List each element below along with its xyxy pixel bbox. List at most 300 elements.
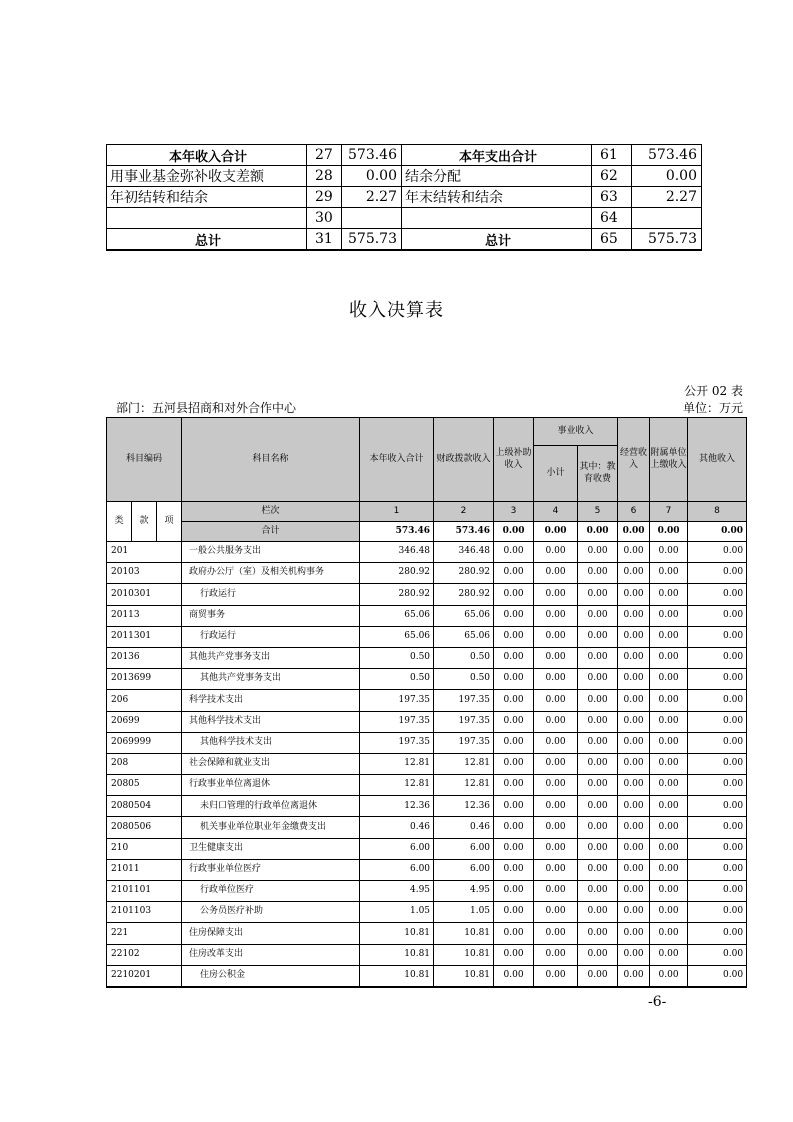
cell-v5: 0.00 (578, 605, 618, 626)
summary-right-label: 本年支出合计 (402, 145, 592, 166)
cell-v5: 0.00 (578, 542, 618, 563)
cell-v7: 0.00 (650, 881, 688, 902)
cell-v6: 0.00 (618, 753, 650, 774)
cell-v8: 0.00 (688, 775, 747, 796)
cell-v1: 280.92 (360, 563, 434, 584)
cell-v7: 0.00 (650, 584, 688, 605)
cell-v3: 0.00 (494, 690, 534, 711)
summary-left-label: 年初结转和结余 (107, 187, 307, 208)
cell-v8: 0.00 (688, 542, 747, 563)
cell-v7: 0.00 (650, 669, 688, 690)
cell-v3: 0.00 (494, 753, 534, 774)
cell-v2: 280.92 (434, 563, 494, 584)
cell-v1: 280.92 (360, 584, 434, 605)
subject-code: 201 (107, 542, 182, 563)
cell-v7: 0.00 (650, 775, 688, 796)
summary-right-value: 0.00 (632, 166, 702, 187)
subject-name: 行政事业单位医疗 (182, 859, 360, 880)
cell-v2: 197.35 (434, 690, 494, 711)
header-xiang: 项 (157, 502, 182, 542)
cell-v2: 12.81 (434, 775, 494, 796)
cell-v4: 0.00 (534, 817, 578, 838)
subject-code: 20103 (107, 563, 182, 584)
cell-v3: 0.00 (494, 542, 534, 563)
cell-v3: 0.00 (494, 732, 534, 753)
cell-v7: 0.00 (650, 859, 688, 880)
subject-name: 科学技术支出 (182, 690, 360, 711)
table-row (107, 859, 747, 880)
cell-v6: 0.00 (618, 796, 650, 817)
summary-right-value (632, 208, 702, 229)
cell-v7: 0.00 (650, 817, 688, 838)
cell-v7: 0.00 (650, 711, 688, 732)
summary-right-label: 结余分配 (402, 166, 592, 187)
cell-v2: 0.50 (434, 647, 494, 668)
cell-v1: 12.36 (360, 796, 434, 817)
subject-code: 210 (107, 838, 182, 859)
summary-row (107, 166, 702, 187)
cell-v7: 0.00 (650, 542, 688, 563)
total-v8: 0.00 (688, 522, 747, 542)
subject-code: 20699 (107, 711, 182, 732)
subject-code: 208 (107, 753, 182, 774)
cell-v8: 0.00 (688, 923, 747, 944)
cell-v2: 0.46 (434, 817, 494, 838)
subject-name: 其他共产党事务支出 (182, 669, 360, 690)
summary-right-line-no: 63 (592, 187, 632, 208)
header-total-income: 本年收入合计 (360, 418, 434, 502)
cell-v3: 0.00 (494, 669, 534, 690)
form-number: 公开 02 表 (684, 384, 743, 398)
cell-v8: 0.00 (688, 563, 747, 584)
header-other-income: 其他收入 (688, 418, 747, 502)
summary-left-label (107, 208, 307, 229)
cell-v6: 0.00 (618, 647, 650, 668)
cell-v8: 0.00 (688, 605, 747, 626)
cell-v8: 0.00 (688, 859, 747, 880)
cell-v6: 0.00 (618, 711, 650, 732)
cell-v7: 0.00 (650, 732, 688, 753)
cell-v5: 0.00 (578, 902, 618, 923)
cell-v3: 0.00 (494, 838, 534, 859)
total-label: 合计 (182, 522, 360, 542)
total-v7: 0.00 (650, 522, 688, 542)
cell-v2: 65.06 (434, 605, 494, 626)
subject-name: 商贸事务 (182, 605, 360, 626)
cell-v5: 0.00 (578, 584, 618, 605)
cell-v4: 0.00 (534, 838, 578, 859)
cell-v1: 10.81 (360, 965, 434, 987)
cell-v1: 4.95 (360, 881, 434, 902)
subject-name: 其他共产党事务支出 (182, 647, 360, 668)
summary-right-line-no: 64 (592, 208, 632, 229)
cell-v2: 4.95 (434, 881, 494, 902)
table-row (107, 944, 747, 965)
cell-v4: 0.00 (534, 881, 578, 902)
cell-v8: 0.00 (688, 711, 747, 732)
summary-right-value: 2.27 (632, 187, 702, 208)
subject-code: 206 (107, 690, 182, 711)
cell-v1: 1.05 (360, 902, 434, 923)
table-row (107, 838, 747, 859)
cell-v1: 0.50 (360, 669, 434, 690)
cell-v3: 0.00 (494, 817, 534, 838)
cell-v4: 0.00 (534, 605, 578, 626)
cell-v8: 0.00 (688, 965, 747, 987)
col-index-2: 2 (434, 502, 494, 522)
cell-v4: 0.00 (534, 753, 578, 774)
cell-v4: 0.00 (534, 965, 578, 987)
cell-v6: 0.00 (618, 542, 650, 563)
table-row (107, 796, 747, 817)
cell-v5: 0.00 (578, 732, 618, 753)
cell-v2: 197.35 (434, 732, 494, 753)
cell-v2: 197.35 (434, 711, 494, 732)
summary-left-label: 总计 (107, 229, 307, 251)
cell-v5: 0.00 (578, 923, 618, 944)
cell-v8: 0.00 (688, 796, 747, 817)
cell-v5: 0.00 (578, 669, 618, 690)
table-row (107, 626, 747, 647)
summary-row (107, 208, 702, 229)
cell-v4: 0.00 (534, 944, 578, 965)
cell-v1: 346.48 (360, 542, 434, 563)
cell-v4: 0.00 (534, 859, 578, 880)
summary-right-label: 总计 (402, 229, 592, 251)
summary-right-label (402, 208, 592, 229)
table-row (107, 647, 747, 668)
subject-name: 行政运行 (182, 584, 360, 605)
cell-v5: 0.00 (578, 965, 618, 987)
total-v5: 0.00 (578, 522, 618, 542)
cell-v5: 0.00 (578, 711, 618, 732)
subject-name: 住房保障支出 (182, 923, 360, 944)
cell-v7: 0.00 (650, 944, 688, 965)
cell-v1: 6.00 (360, 859, 434, 880)
cell-v7: 0.00 (650, 563, 688, 584)
cell-v2: 10.81 (434, 965, 494, 987)
col-index-1: 1 (360, 502, 434, 522)
cell-v1: 10.81 (360, 944, 434, 965)
header-code: 科目编码 (107, 418, 182, 502)
summary-right-value: 573.46 (632, 145, 702, 166)
cell-v6: 0.00 (618, 838, 650, 859)
summary-left-line-no: 31 (307, 229, 342, 251)
header-fiscal-income: 财政拨款收入 (434, 418, 494, 502)
cell-v7: 0.00 (650, 902, 688, 923)
table-row (107, 965, 747, 987)
total-v4: 0.00 (534, 522, 578, 542)
header-lei: 类 (107, 502, 132, 542)
table-row (107, 775, 747, 796)
header-business-income: 经营收入 (618, 418, 650, 502)
header-education-fee: 其中：教育收费 (578, 446, 618, 502)
header-lanci: 栏次 (182, 502, 360, 522)
department-label: 部门：五河县招商和对外合作中心 (116, 401, 297, 415)
cell-v3: 0.00 (494, 944, 534, 965)
subject-name: 机关事业单位职业年金缴费支出 (182, 817, 360, 838)
cell-v4: 0.00 (534, 626, 578, 647)
summary-right-label: 年末结转和结余 (402, 187, 592, 208)
cell-v2: 280.92 (434, 584, 494, 605)
subject-name: 一般公共服务支出 (182, 542, 360, 563)
cell-v4: 0.00 (534, 711, 578, 732)
subject-code: 2210201 (107, 965, 182, 987)
cell-v1: 65.06 (360, 626, 434, 647)
cell-v2: 346.48 (434, 542, 494, 563)
header-name: 科目名称 (182, 418, 360, 502)
cell-v7: 0.00 (650, 923, 688, 944)
cell-v8: 0.00 (688, 817, 747, 838)
subject-name: 住房公积金 (182, 965, 360, 987)
cell-v1: 0.46 (360, 817, 434, 838)
summary-left-line-no: 27 (307, 145, 342, 166)
cell-v8: 0.00 (688, 584, 747, 605)
cell-v3: 0.00 (494, 965, 534, 987)
subject-code: 2069999 (107, 732, 182, 753)
subject-name: 其他科学技术支出 (182, 711, 360, 732)
subject-name: 未归口管理的行政单位离退休 (182, 796, 360, 817)
cell-v2: 65.06 (434, 626, 494, 647)
cell-v3: 0.00 (494, 859, 534, 880)
subject-code: 2011301 (107, 626, 182, 647)
cell-v5: 0.00 (578, 817, 618, 838)
cell-v3: 0.00 (494, 881, 534, 902)
summary-left-value: 575.73 (342, 229, 402, 251)
cell-v1: 197.35 (360, 711, 434, 732)
cell-v5: 0.00 (578, 690, 618, 711)
summary-left-line-no: 28 (307, 166, 342, 187)
cell-v8: 0.00 (688, 753, 747, 774)
unit-label: 单位：万元 (682, 401, 743, 415)
col-index-7: 7 (650, 502, 688, 522)
cell-v6: 0.00 (618, 859, 650, 880)
cell-v1: 65.06 (360, 605, 434, 626)
table-row (107, 711, 747, 732)
cell-v3: 0.00 (494, 626, 534, 647)
header-subsidiary-income: 附属单位上缴收入 (650, 418, 688, 502)
cell-v2: 6.00 (434, 838, 494, 859)
subject-code: 21011 (107, 859, 182, 880)
table-row (107, 732, 747, 753)
cell-v5: 0.00 (578, 753, 618, 774)
table-row (107, 669, 747, 690)
summary-right-line-no: 61 (592, 145, 632, 166)
cell-v4: 0.00 (534, 584, 578, 605)
cell-v7: 0.00 (650, 965, 688, 987)
cell-v1: 197.35 (360, 690, 434, 711)
cell-v5: 0.00 (578, 775, 618, 796)
cell-v4: 0.00 (534, 923, 578, 944)
cell-v6: 0.00 (618, 626, 650, 647)
cell-v2: 0.50 (434, 669, 494, 690)
cell-v3: 0.00 (494, 923, 534, 944)
cell-v8: 0.00 (688, 838, 747, 859)
summary-left-value (342, 208, 402, 229)
subject-name: 其他科学技术支出 (182, 732, 360, 753)
cell-v8: 0.00 (688, 881, 747, 902)
income-table (106, 417, 747, 988)
cell-v6: 0.00 (618, 775, 650, 796)
cell-v8: 0.00 (688, 944, 747, 965)
summary-left-line-no: 30 (307, 208, 342, 229)
col-index-8: 8 (688, 502, 747, 522)
summary-left-label: 用事业基金弥补收支差额 (107, 166, 307, 187)
summary-table (106, 144, 702, 251)
cell-v6: 0.00 (618, 690, 650, 711)
col-index-4: 4 (534, 502, 578, 522)
cell-v1: 197.35 (360, 732, 434, 753)
table-row (107, 902, 747, 923)
summary-left-value: 573.46 (342, 145, 402, 166)
cell-v6: 0.00 (618, 881, 650, 902)
cell-v1: 12.81 (360, 775, 434, 796)
subject-code: 2101103 (107, 902, 182, 923)
cell-v6: 0.00 (618, 584, 650, 605)
cell-v5: 0.00 (578, 626, 618, 647)
table-row (107, 817, 747, 838)
header-superior-subsidy: 上级补助收入 (494, 418, 534, 502)
total-v3: 0.00 (494, 522, 534, 542)
cell-v2: 12.36 (434, 796, 494, 817)
cell-v7: 0.00 (650, 753, 688, 774)
cell-v7: 0.00 (650, 605, 688, 626)
header-career-income: 事业收入 (534, 418, 618, 446)
page-title: 收入决算表 (349, 300, 444, 321)
cell-v7: 0.00 (650, 838, 688, 859)
cell-v6: 0.00 (618, 902, 650, 923)
cell-v6: 0.00 (618, 817, 650, 838)
cell-v6: 0.00 (618, 944, 650, 965)
cell-v4: 0.00 (534, 902, 578, 923)
cell-v7: 0.00 (650, 647, 688, 668)
cell-v4: 0.00 (534, 796, 578, 817)
table-row (107, 923, 747, 944)
cell-v4: 0.00 (534, 563, 578, 584)
col-index-5: 5 (578, 502, 618, 522)
summary-left-value: 0.00 (342, 166, 402, 187)
cell-v5: 0.00 (578, 881, 618, 902)
cell-v8: 0.00 (688, 669, 747, 690)
summary-right-line-no: 65 (592, 229, 632, 251)
subject-name: 卫生健康支出 (182, 838, 360, 859)
cell-v6: 0.00 (618, 669, 650, 690)
cell-v8: 0.00 (688, 902, 747, 923)
header-kuan: 款 (132, 502, 157, 542)
page-number: -6- (648, 994, 667, 1010)
subject-name: 行政运行 (182, 626, 360, 647)
cell-v4: 0.00 (534, 690, 578, 711)
table-row (107, 753, 747, 774)
cell-v8: 0.00 (688, 732, 747, 753)
cell-v1: 0.50 (360, 647, 434, 668)
subject-code: 2080506 (107, 817, 182, 838)
cell-v4: 0.00 (534, 732, 578, 753)
subject-code: 2080504 (107, 796, 182, 817)
subject-name: 政府办公厅（室）及相关机构事务 (182, 563, 360, 584)
subject-code: 2101101 (107, 881, 182, 902)
subject-name: 公务员医疗补助 (182, 902, 360, 923)
summary-right-value: 575.73 (632, 229, 702, 251)
col-index-6: 6 (618, 502, 650, 522)
subject-name: 社会保障和就业支出 (182, 753, 360, 774)
cell-v3: 0.00 (494, 711, 534, 732)
subject-code: 2013699 (107, 669, 182, 690)
cell-v2: 10.81 (434, 923, 494, 944)
cell-v2: 6.00 (434, 859, 494, 880)
cell-v8: 0.00 (688, 690, 747, 711)
cell-v4: 0.00 (534, 647, 578, 668)
summary-row (107, 229, 702, 251)
cell-v5: 0.00 (578, 944, 618, 965)
total-v1: 573.46 (360, 522, 434, 542)
cell-v7: 0.00 (650, 796, 688, 817)
table-row (107, 690, 747, 711)
summary-row (107, 187, 702, 208)
cell-v3: 0.00 (494, 775, 534, 796)
cell-v6: 0.00 (618, 965, 650, 987)
cell-v6: 0.00 (618, 563, 650, 584)
cell-v6: 0.00 (618, 605, 650, 626)
cell-v8: 0.00 (688, 626, 747, 647)
subject-code: 20113 (107, 605, 182, 626)
summary-left-value: 2.27 (342, 187, 402, 208)
subject-code: 2010301 (107, 584, 182, 605)
cell-v5: 0.00 (578, 563, 618, 584)
cell-v5: 0.00 (578, 647, 618, 668)
cell-v5: 0.00 (578, 838, 618, 859)
cell-v5: 0.00 (578, 796, 618, 817)
table-row (107, 881, 747, 902)
subject-name: 住房改革支出 (182, 944, 360, 965)
subject-code: 221 (107, 923, 182, 944)
table-row (107, 605, 747, 626)
cell-v5: 0.00 (578, 859, 618, 880)
header-subtotal: 小计 (534, 446, 578, 502)
col-index-3: 3 (494, 502, 534, 522)
table-row (107, 542, 747, 563)
cell-v3: 0.00 (494, 647, 534, 668)
summary-left-line-no: 29 (307, 187, 342, 208)
cell-v7: 0.00 (650, 626, 688, 647)
summary-right-line-no: 62 (592, 166, 632, 187)
cell-v2: 12.81 (434, 753, 494, 774)
cell-v2: 10.81 (434, 944, 494, 965)
cell-v4: 0.00 (534, 542, 578, 563)
cell-v3: 0.00 (494, 796, 534, 817)
table-row (107, 563, 747, 584)
cell-v7: 0.00 (650, 690, 688, 711)
cell-v6: 0.00 (618, 923, 650, 944)
subject-code: 20805 (107, 775, 182, 796)
cell-v6: 0.00 (618, 732, 650, 753)
cell-v4: 0.00 (534, 775, 578, 796)
subject-code: 20136 (107, 647, 182, 668)
table-row (107, 584, 747, 605)
cell-v3: 0.00 (494, 584, 534, 605)
cell-v1: 10.81 (360, 923, 434, 944)
subject-code: 22102 (107, 944, 182, 965)
cell-v3: 0.00 (494, 902, 534, 923)
cell-v3: 0.00 (494, 605, 534, 626)
cell-v8: 0.00 (688, 647, 747, 668)
summary-left-label: 本年收入合计 (107, 145, 307, 166)
total-v2: 573.46 (434, 522, 494, 542)
cell-v1: 6.00 (360, 838, 434, 859)
total-v6: 0.00 (618, 522, 650, 542)
summary-row (107, 145, 702, 166)
subject-name: 行政单位医疗 (182, 881, 360, 902)
